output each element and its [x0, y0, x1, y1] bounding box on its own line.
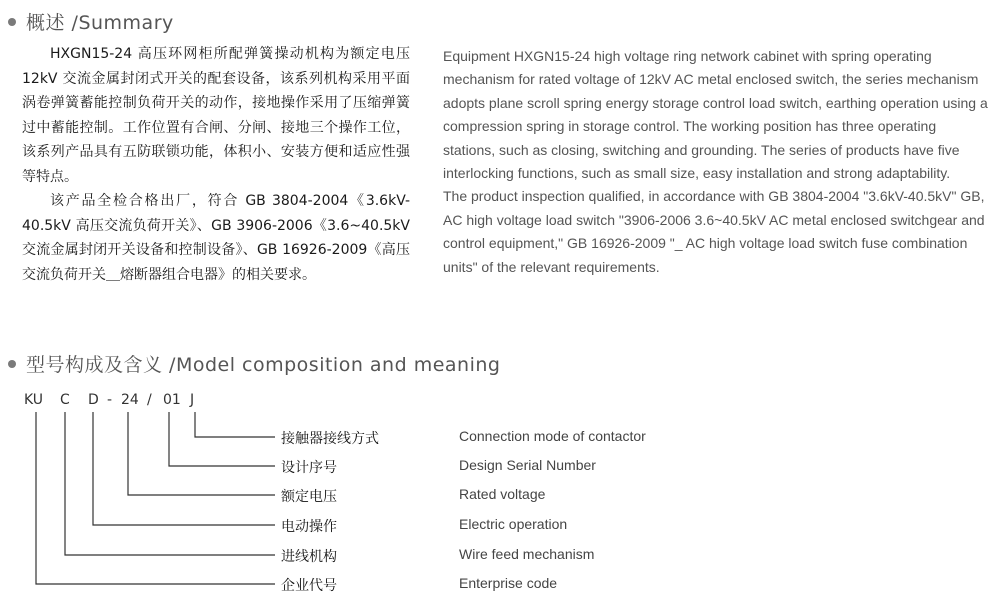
- model-item-cn: 设计序号: [281, 460, 337, 476]
- model-title: 型号构成及含义 /Model composition and meaning: [26, 354, 501, 376]
- code-part-c: C: [60, 392, 70, 408]
- connector-line-electric: [93, 412, 275, 525]
- model-item-cn: 企业代号: [281, 578, 337, 594]
- code-part-24: 24: [121, 392, 139, 408]
- model-item-en: Connection mode of contactor: [459, 428, 646, 444]
- model-item-cn: 进线机构: [281, 549, 337, 565]
- code-part-j: J: [190, 392, 195, 408]
- code-part-slash: /: [147, 392, 152, 408]
- summary-title: 概述 /Summary: [26, 12, 174, 34]
- model-item-en: Enterprise code: [459, 575, 558, 591]
- model-item-cn: 接触器接线方式: [281, 431, 379, 447]
- model-item-cn: 额定电压: [281, 489, 337, 505]
- cn-paragraph-2: 该产品全检合格出厂，符合 GB 3804-2004《3.6kV-40.5kV 高压交流负荷开关》、GB 3906-2006《3.6~40.5kV 交流金属封闭开关设备和控制设备》、GB 16926-2009《高压交流负荷开关＿熔断器组合电器》的相关要求。: [22, 193, 410, 283]
- code-part-dash: -: [107, 392, 113, 408]
- code-part-d: D: [88, 392, 99, 408]
- connector-line-contactor: [195, 412, 275, 437]
- connector-line-voltage: [128, 412, 275, 495]
- cn-paragraph-1: HXGN15-24 高压环网柜所配弹簧操动机构为额定电压 12kV 交流金属封闭式开关的配套设备，该系列机构采用平面涡卷弹簧蓄能控制负荷开关的动作，接地操作采用了压缩弹簧过中蓄能控制。工作位置有合闸、分闸、接地三个操作工位，该系列产品具有五防联锁功能，体积小、安装方便和适应性强等特点。: [22, 46, 410, 185]
- code-part-01: 01: [163, 392, 181, 408]
- model-item-en: Electric operation: [459, 516, 568, 532]
- en-paragraph-1: Equipment HXGN15-24 high voltage ring network cabinet with spring operating mechanism for rated voltage of 12kV AC metal enclosed switch, the series mechanism adopts plane scroll spring energy storage control load switch, earthing operation using a compression spring in storage control. The working position has three operating stations, such as closing, switching and grounding. The series of products have five interlocking functions, such as small size, easy installation and strong adaptability.: [443, 48, 988, 182]
- model-item-en: Design Serial Number: [459, 457, 596, 473]
- connector-line-feed: [65, 412, 275, 555]
- en-paragraph-2: The product inspection qualified, in accordance with GB 3804-2004 "3.6kV-40.5kV" GB, AC high voltage load switch "3906-2006 3.6~40.5kV AC metal enclosed switchgear and control equipment," GB 16926-2009 "_ AC high voltage load switch fuse combination units" of the relevant requirements.: [443, 188, 985, 275]
- model-item-en: Wire feed mechanism: [459, 546, 595, 562]
- connector-line-enterprise: [36, 412, 275, 584]
- connector-line-serial: [169, 412, 275, 466]
- model-item-en: Rated voltage: [459, 486, 546, 502]
- code-part-ku: KU: [24, 392, 44, 408]
- model-item-cn: 电动操作: [281, 519, 337, 535]
